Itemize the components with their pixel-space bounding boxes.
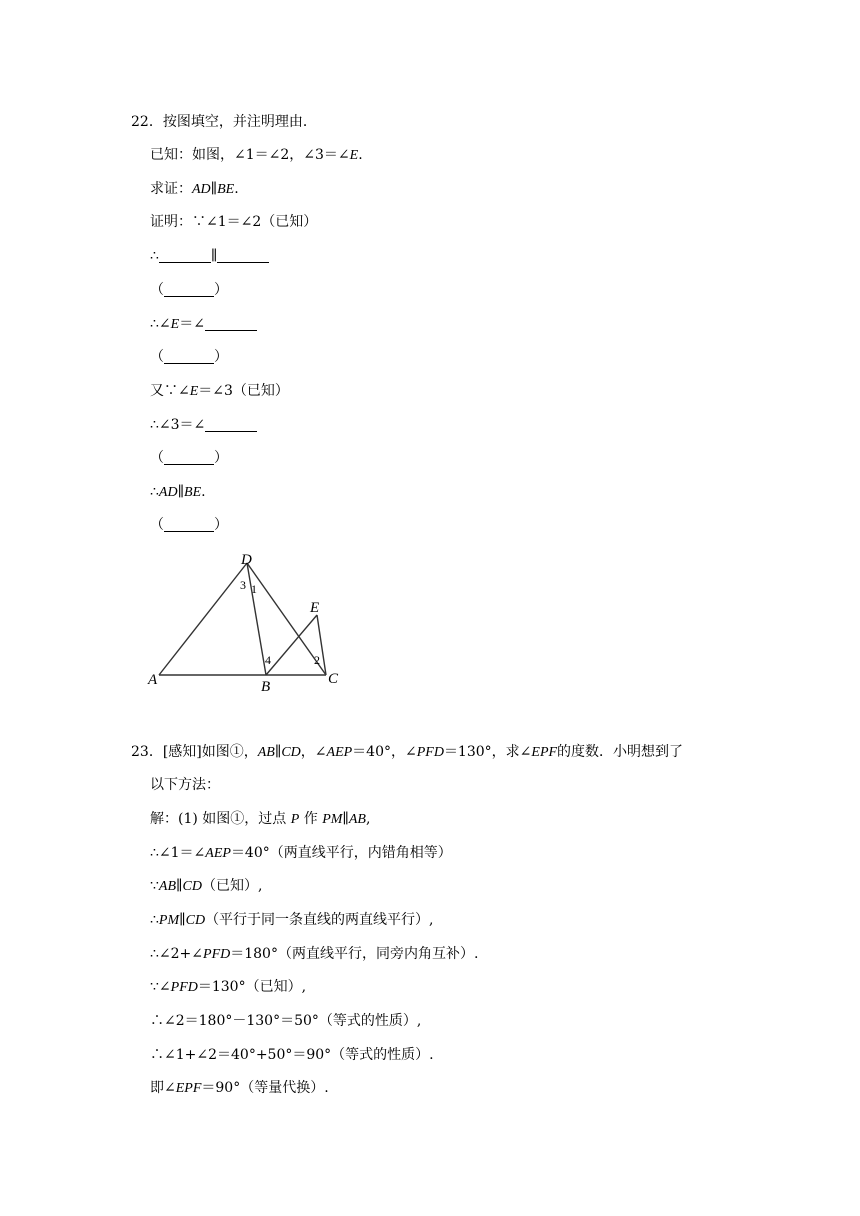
q22-prove: 求证：AD∥BE. (150, 181, 239, 197)
q23-line9: ∴∠2＝180°－130°＝50°（等式的性质）, (150, 1013, 422, 1029)
q23-line6: ∴PM∥CD（平行于同一条直线的两直线平行）, (150, 912, 434, 928)
segment-BE (266, 615, 317, 675)
q23-line3: 解：(1) 如图①，过点 P 作 PM∥AB, (150, 811, 371, 827)
q22-reason3: （ ） (150, 450, 228, 466)
angle-label-3: 3 (240, 578, 246, 592)
q23-line10: ∴∠1+∠2＝40°+50°＝90°（等式的性质）. (150, 1047, 434, 1063)
q22-known: 已知：如图，∠1＝∠2，∠3＝∠E. (150, 147, 363, 163)
q22-reason4: （ ） (150, 517, 228, 533)
angle-label-4: 4 (265, 653, 271, 667)
q22-step1: ∴ ∥ (150, 246, 269, 267)
q23-line7: ∴∠2+∠PFD＝180°（两直线平行，同旁内角互补）. (150, 946, 479, 962)
q22-reason1: （ ） (150, 282, 228, 298)
q22-step2: ∴∠E＝∠ (150, 314, 257, 335)
segment-AD (159, 563, 247, 675)
q23-line4: ∴∠1＝∠AEP＝40°（两直线平行，内错角相等） (150, 845, 452, 861)
label-A: A (148, 672, 158, 688)
q23-line8: ∵∠PFD＝130°（已知）, (150, 979, 307, 995)
q22-reason2: （ ） (150, 349, 228, 365)
q22-conclusion: ∴AD∥BE. (150, 484, 206, 500)
segment-DB (247, 563, 266, 675)
label-C: C (328, 671, 339, 687)
label-D: D (241, 552, 252, 568)
angle-label-2: 2 (314, 653, 320, 667)
q23-line1: 23．[感知]如图①，AB∥CD，∠AEP＝40°，∠PFD＝130°，求∠EPF的度数．小明想到了 (131, 744, 684, 760)
label-E: E (310, 600, 320, 616)
q23-line2: 以下方法： (150, 777, 220, 793)
q22-title: 22．按图填空，并注明理由． (131, 114, 317, 130)
q23-line5: ∵AB∥CD（已知）, (150, 878, 263, 894)
q23-line11: 即∠EPF＝90°（等量代换）. (150, 1080, 329, 1096)
q22-step3: 又∵∠E＝∠3（已知） (150, 383, 289, 399)
q22-proof-start: 证明：∵∠1＝∠2（已知） (150, 214, 318, 230)
angle-label-1: 1 (251, 582, 257, 596)
q22-step4: ∴∠3＝∠ (150, 415, 257, 435)
label-B: B (261, 679, 271, 695)
